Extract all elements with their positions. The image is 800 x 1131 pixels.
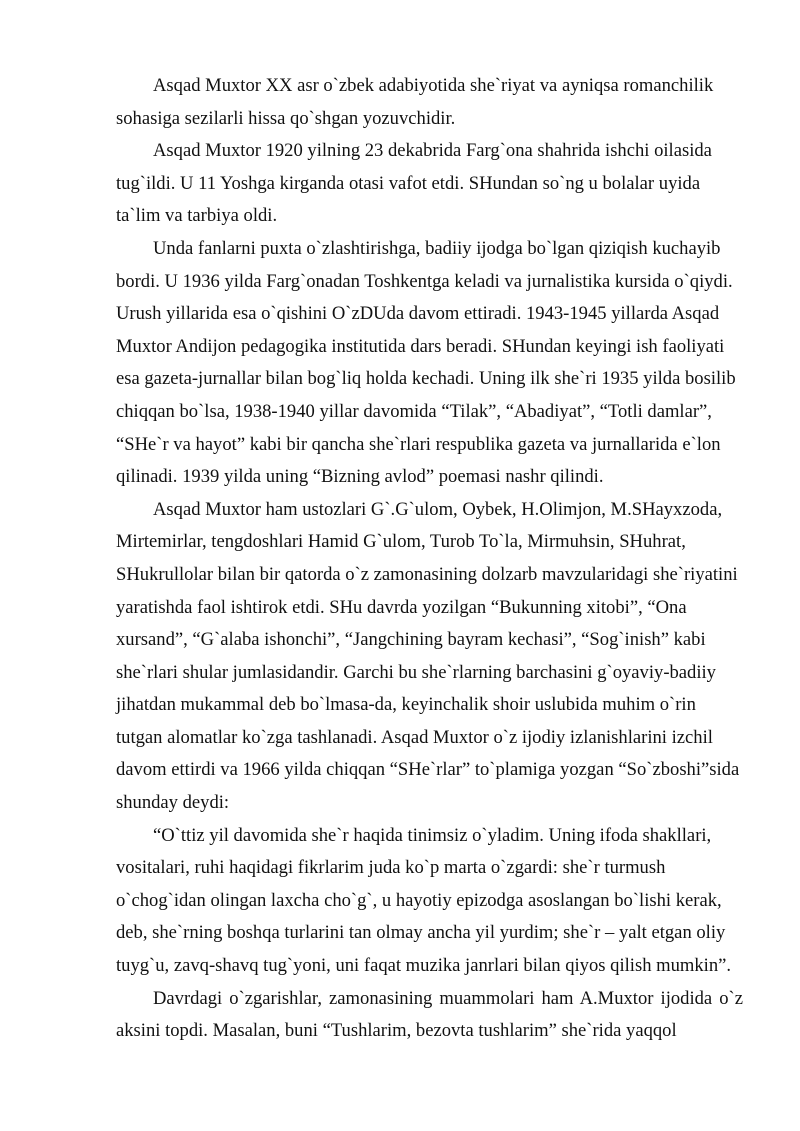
paragraph-quote: “O`ttiz yil davomida she`r haqida tinimsiz o`yladim. Uning ifoda shakllari, vositalari, ruhi haqidagi fikrlarim juda ko`p marta o`zgardi: she`r turmush o`chog`idan olingan laxcha cho`g`, u hayotiy epizodga asoslangan bo`lishi kerak, deb, she`rning boshqa turlarini tan olmay ancha yil yurdim; she`r – yalt etgan oliy tuyg`u, zavq-shavq tug`yoni, uni faqat muzika janrlari bilan qiyos qilish mumkin”. — [116, 824, 732, 977]
paragraph-changes: Davrdagi o`zgarishlar, zamonasining muammolari ham A.Muxtor ijodida o`z aksini topdi. Masalan, buni “Tushlarim, bezovta tushlarim” she`rida yaqqol — [116, 987, 743, 1042]
document-body — [116, 70, 743, 1048]
paragraph-contemporaries: Asqad Muxtor ham ustozlari G`.G`ulom, Oybek, H.Olimjon, M.SHayxzoda, Mirtemirlar, tengdoshlari Hamid G`ulom, Turob To`la, Mirmuhsin, SHuhrat, SHukrullolar bilan bir qatorda o`z zamonasining dolzarb mavzularidagi she`riyatini yaratishda faol ishtirok etdi. SHu davrda yozilgan “Bukunning xitobi”, “Ona xursand”, “G`alaba ishonchi”, “Jangchining bayram kechasi”, “Sog`inish” kabi she`rlari shular jumlasidandir. Garchi bu she`rlarning barchasini g`oyaviy-badiiy jihatdan mukammal deb bo`lmasa-da, keyinchalik shoir uslubida muhim o`rin tutgan alomatlar ko`zga tashlanadi. Asqad Muxtor o`z ijodiy izlanishlarini izchil davom ettirdi va 1966 yilda chiqqan “SHe`rlar” to`plamiga yozgan “So`zboshi”sida shunday deydi: — [116, 498, 740, 814]
paragraph-career: Unda fanlarni puxta o`zlashtirishga, badiiy ijodga bo`lgan qiziqish kuchayib bordi. U 1936 yilda Farg`onadan Toshkentga keladi va jurnalistika kursida o`qiydi. Urush yillarida esa o`qishini O`zDUda davom ettiradi. 1943-1945 yillarda Asqad Muxtor Andijon pedagogika institutida dars beradi. SHundan keyingi ish faoliyati esa gazeta-jurnallar bilan bog`liq holda kechadi. Uning ilk she`ri 1935 yilda bosilib chiqqan bo`lsa, 1938-1940 yillar davomida “Tilak”, “Abadiyat”, “Totli damlar”, “SHe`r va hayot” kabi bir qancha she`rlari respublika gazeta va jurnallarida e`lon qilinadi. 1939 yilda uning “Bizning avlod” poemasi nashr qilindi. — [116, 237, 736, 488]
paragraph-biography: Asqad Muxtor 1920 yilning 23 dekabrida Farg`ona shahrida ishchi oilasida tug`ildi. U 11 Yoshga kirganda otasi vafot etdi. SHundan so`ng u bolalar uyida ta`lim va tarbiya oldi. — [116, 140, 712, 227]
paragraph-intro: Asqad Muxtor XX asr o`zbek adabiyotida she`riyat va ayniqsa romanchilik sohasiga sezilarli hissa qo`shgan yozuvchidir. — [116, 75, 714, 129]
